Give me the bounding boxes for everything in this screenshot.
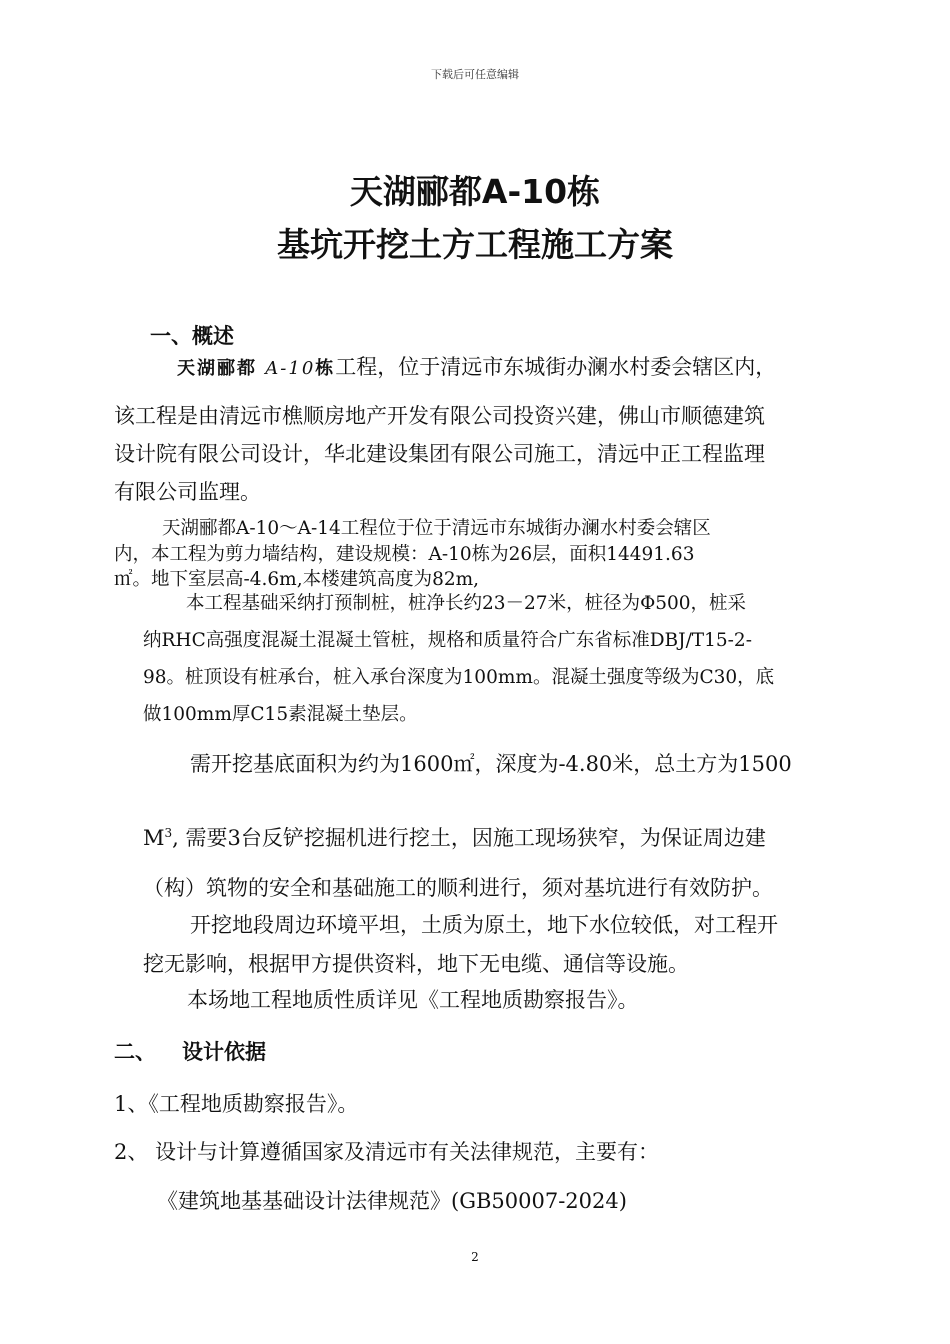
paragraph1-line2: 该工程是由清远市樵顺房地产开发有限公司投资兴建，佛山市顺德建筑 [114,404,765,428]
page-number: 2 [471,1250,479,1264]
document-title-line1: 天湖郦都A-10栋 [349,172,601,211]
paragraph1-line4: 有限公司监理。 [114,480,261,504]
section2-number: 二、 [114,1040,156,1064]
paragraph3-line1: 本工程基础采纳打预制桩，桩净长约23－27米，桩径为Φ500，桩采 [186,593,747,614]
paragraph3-line4: 做100mm厚C15素混凝土垫层。 [143,704,418,725]
project-name: 天湖郦都 A-10栋 [177,358,336,379]
reference-item-3: 《建筑地基基础设计法律规范》(GB50007-2024) [157,1189,627,1213]
reference-item-1: 1、《工程地质勘察报告》。 [114,1092,359,1116]
paragraph3-line2: 纳RHC高强度混凝土混凝土管桩，规格和质量符合广东省标准DBJ/T15-2- [143,630,752,651]
paragraph5-line1: 开挖地段周边环境平坦，土质为原土，地下水位较低，对工程开 [190,913,778,937]
paragraph4-line1: 需开挖基底面积为约为1600㎡，深度为-4.80米，总土方为1500 [190,752,792,776]
section1-heading: 一、概述 [150,324,234,348]
paragraph2-line2: 内，本工程为剪力墙结构，建设规模：A-10栋为26层，面积14491.63 [114,544,695,565]
paragraph6-line1: 本场地工程地质性质详见《工程地质勘察报告》。 [187,988,639,1012]
paragraph1-line1: 天湖郦都 A-10栋工程，位于清远市东城街办澜水村委会辖区内， [177,355,777,379]
paragraph5-line2: 挖无影响，根据甲方提供资料，地下无电缆、通信等设施。 [143,952,689,976]
paragraph4-line3: （构）筑物的安全和基础施工的顺利进行，须对基坑进行有效防护。 [143,876,773,900]
paragraph2-line3: ㎡。地下室层高-4.6m,本楼建筑高度为82m, [114,569,480,590]
paragraph4-line2: $M^3$, 需要3台反铲挖掘机进行挖土，因施工现场狭窄，为保证周边建 [143,826,766,850]
paragraph2-line1: 天湖郦都A-10～A-14工程位于位于清远市东城街办澜水村委会辖区 [162,518,711,539]
section2-heading: 设计依据 [182,1040,266,1064]
document-title-line2: 基坑开挖土方工程施工方案 [277,225,673,264]
reference-item-2: 2、 设计与计算遵循国家及清远市有关法律规范，主要有： [114,1140,660,1164]
paragraph1-line3: 设计院有限公司设计，华北建设集团有限公司施工，清远中正工程监理 [114,442,765,466]
header-note: 下载后可任意编辑 [431,68,519,81]
paragraph3-line3: 98。桩顶设有桩承台，桩入承台深度为100mm。混凝土强度等级为C30，底 [143,667,775,688]
